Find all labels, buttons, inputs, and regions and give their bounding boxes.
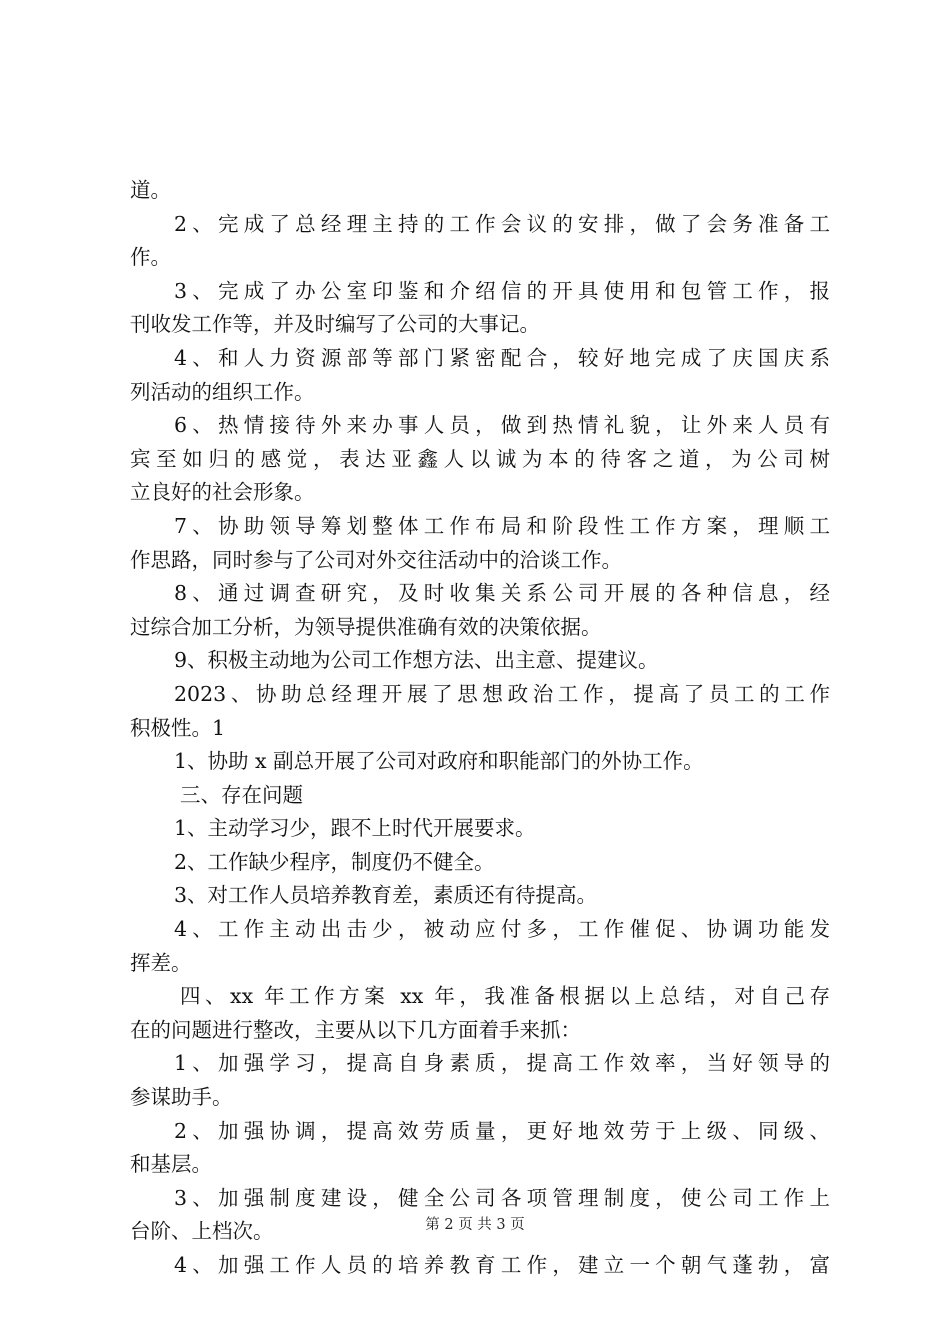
text-line: 4、和人力资源部等部门紧密配合，较好地完成了庆国庆系 xyxy=(174,345,830,370)
text-line: 1、加强学习，提高自身素质，提高工作效率，当好领导的 xyxy=(174,1051,830,1076)
section-heading: 四、xx 年工作方案 xx 年，我准备根据以上总结，对自己存 xyxy=(180,984,830,1009)
text-line: 6、热情接待外来办事人员，做到热情礼貌，让外来人员有 xyxy=(174,413,830,438)
text-line: 台阶、上档次。 xyxy=(130,1219,274,1244)
text-line: 9、积极主动地为公司工作想方法、出主意、提建议。 xyxy=(174,648,659,673)
page-footer: 第 2 页 共 3 页 xyxy=(425,1217,525,1233)
text-line: 参谋助手。 xyxy=(130,1085,233,1110)
text-line: 在的问题进行整改，主要从以下几方面着手来抓： xyxy=(130,1017,581,1042)
text-line: 刊收发工作等，并及时编写了公司的大事记。 xyxy=(130,312,540,337)
text-line: 挥差。 xyxy=(130,950,192,975)
text-line: 列活动的组织工作。 xyxy=(130,379,315,404)
text-line: 7、协助领导筹划整体工作布局和阶段性工作方案，理顺工 xyxy=(174,513,830,538)
text-line: 4、工作主动出击少，被动应付多，工作催促、协调功能发 xyxy=(174,917,830,942)
text-line: 宾至如归的感觉，表达亚鑫人以诚为本的待客之道，为公司树 xyxy=(130,446,830,471)
text-line: 道。 xyxy=(130,178,171,202)
text-line: 4、加强工作人员的培养教育工作，建立一个朝气蓬勃，富 xyxy=(174,1253,830,1277)
text-line: 1、主动学习少，跟不上时代开展要求。 xyxy=(174,816,536,841)
text-line: 8、通过调查研究，及时收集关系公司开展的各种信息，经 xyxy=(174,581,830,606)
text-line: 2023、协助总经理开展了思想政治工作，提高了员工的工作 xyxy=(174,681,830,706)
text-line: 2、加强协调，提高效劳质量，更好地效劳于上级、同级、 xyxy=(174,1118,830,1143)
text-line: 作思路，同时参与了公司对外交往活动中的洽谈工作。 xyxy=(130,547,622,572)
text-line: 2、完成了总经理主持的工作会议的安排，做了会务准备工 xyxy=(174,211,830,236)
document-body xyxy=(130,174,830,1283)
text-line: 积极性。1 xyxy=(130,715,226,740)
section-heading: 三、存在问题 xyxy=(180,782,303,807)
text-line: 和基层。 xyxy=(130,1152,212,1177)
text-line: 过综合加工分析，为领导提供准确有效的决策依据。 xyxy=(130,614,602,639)
text-line: 1、协助 x 副总开展了公司对政府和职能部门的外协工作。 xyxy=(174,749,704,774)
text-line: 立良好的社会形象。 xyxy=(130,480,315,505)
text-line: 作。 xyxy=(130,245,171,270)
text-line: 3、完成了办公室印鉴和介绍信的开具使用和包管工作，报 xyxy=(174,278,830,303)
text-line: 2、工作缺少程序，制度仍不健全。 xyxy=(174,849,495,874)
text-line: 3、对工作人员培养教育差，素质还有待提高。 xyxy=(174,883,598,908)
text-line: 3、加强制度建设，健全公司各项管理制度，使公司工作上 xyxy=(174,1185,830,1210)
